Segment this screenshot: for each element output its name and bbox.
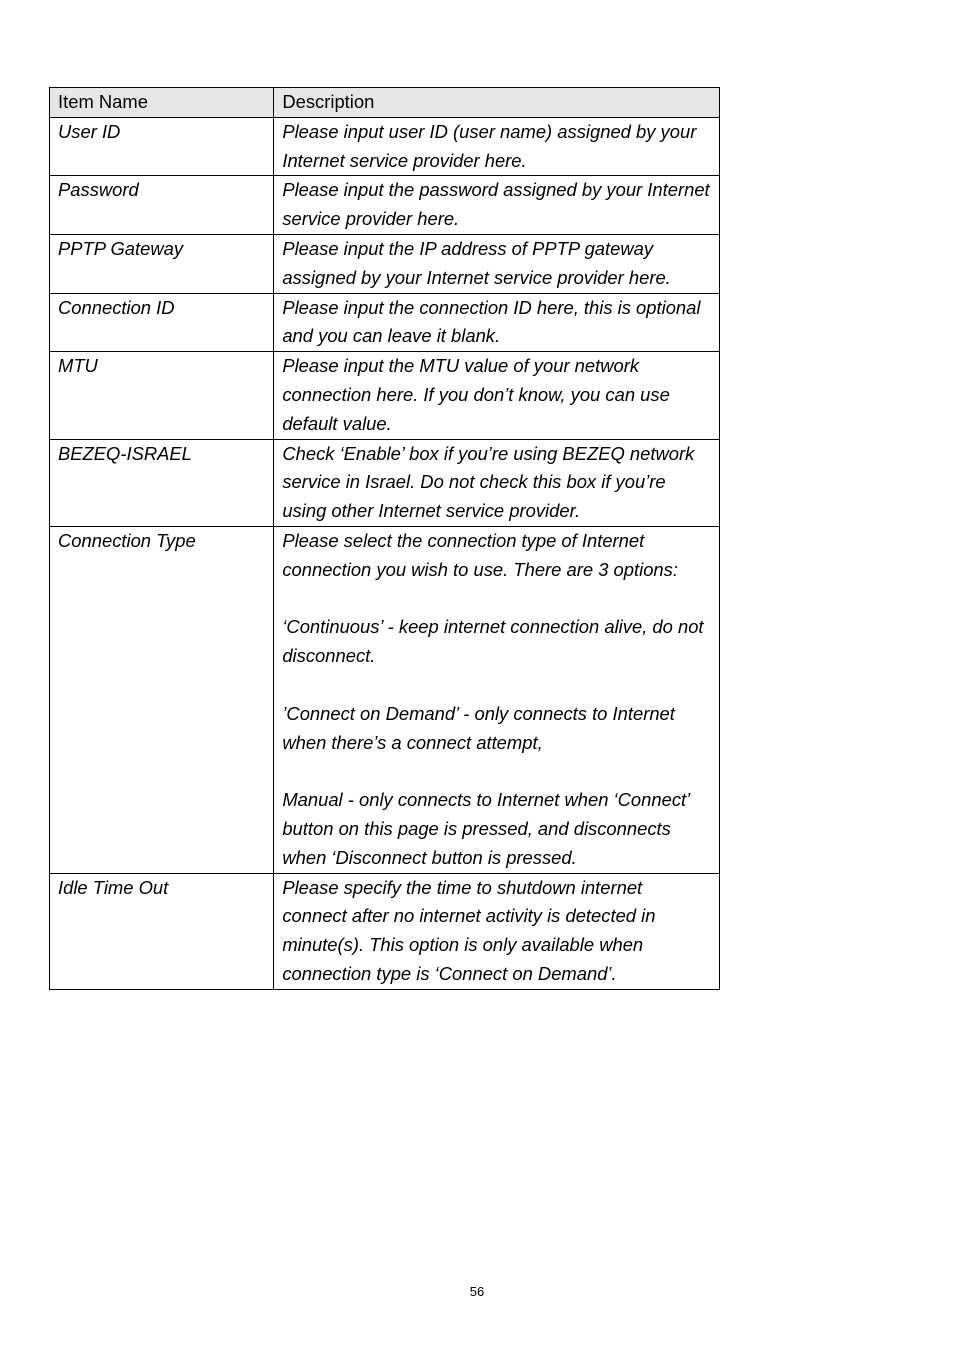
- description-paragraph: Check ‘Enable’ box if you’re using BEZEQ network service in Israel. Do not check this box if you’re using other Internet service provider.: [282, 442, 695, 522]
- description-paragraph: ‘Continuous’ - keep internet connection alive, do not disconnect.: [282, 616, 704, 667]
- item-description-table: [49, 87, 720, 990]
- description-paragraph: Manual - only connects to Internet when ‘Connect’ button on this page is pressed, and disconnects when ‘Disconnect button is pressed.: [282, 789, 690, 868]
- item-name-cell: BEZEQ-ISRAEL: [50, 439, 274, 526]
- header-item-name: Item Name: [50, 88, 274, 118]
- description-paragraph: ’Connect on Demand’ - only connects to Internet when there’s a connect attempt,: [282, 702, 675, 753]
- table-row: [50, 293, 720, 352]
- table-row: [50, 873, 720, 989]
- description-paragraph: Please input the connection ID here, this is optional and you can leave it blank.: [282, 296, 701, 347]
- description-cell: [274, 293, 720, 352]
- header-description: Description: [274, 88, 720, 118]
- item-name-cell: Connection Type: [50, 526, 274, 873]
- description-paragraph: Please input the IP address of PPTP gateway assigned by your Internet service provider here.: [282, 237, 671, 288]
- description-cell: [274, 526, 720, 873]
- table-row: [50, 526, 720, 873]
- table-row: [50, 117, 720, 176]
- table-row: [50, 176, 720, 235]
- description-paragraph: Please input the password assigned by your Internet service provider here.: [282, 179, 710, 230]
- description-paragraph: Please select the connection type of Internet connection you wish to use. There are 3 options:: [282, 529, 678, 580]
- description-cell: [274, 117, 720, 176]
- description-paragraph: Please input user ID (user name) assigned by your Internet service provider here.: [282, 120, 697, 171]
- item-name-cell: PPTP Gateway: [50, 234, 274, 293]
- table-row: [50, 234, 720, 293]
- table-body: [50, 117, 720, 989]
- description-paragraph: Please input the MTU value of your network connection here. If you don’t know, you can use default value.: [282, 355, 670, 434]
- table-header-row: [50, 88, 720, 118]
- page-number: 56: [469, 1284, 485, 1299]
- table-row: [50, 352, 720, 439]
- item-name-cell: Password: [50, 176, 274, 235]
- description-cell: [274, 439, 720, 526]
- item-name-cell: Idle Time Out: [50, 873, 274, 989]
- item-name-cell: User ID: [50, 117, 274, 176]
- item-name-cell: MTU: [50, 352, 274, 439]
- description-cell: [274, 873, 720, 989]
- description-cell: [274, 176, 720, 235]
- table-row: [50, 439, 720, 526]
- description-cell: [274, 352, 720, 439]
- description-cell: [274, 234, 720, 293]
- item-name-cell: Connection ID: [50, 293, 274, 352]
- description-paragraph: Please specify the time to shutdown internet connect after no internet activity is detected in minute(s). This option is only available when connection type is ‘Connect on Demand’.: [282, 876, 656, 984]
